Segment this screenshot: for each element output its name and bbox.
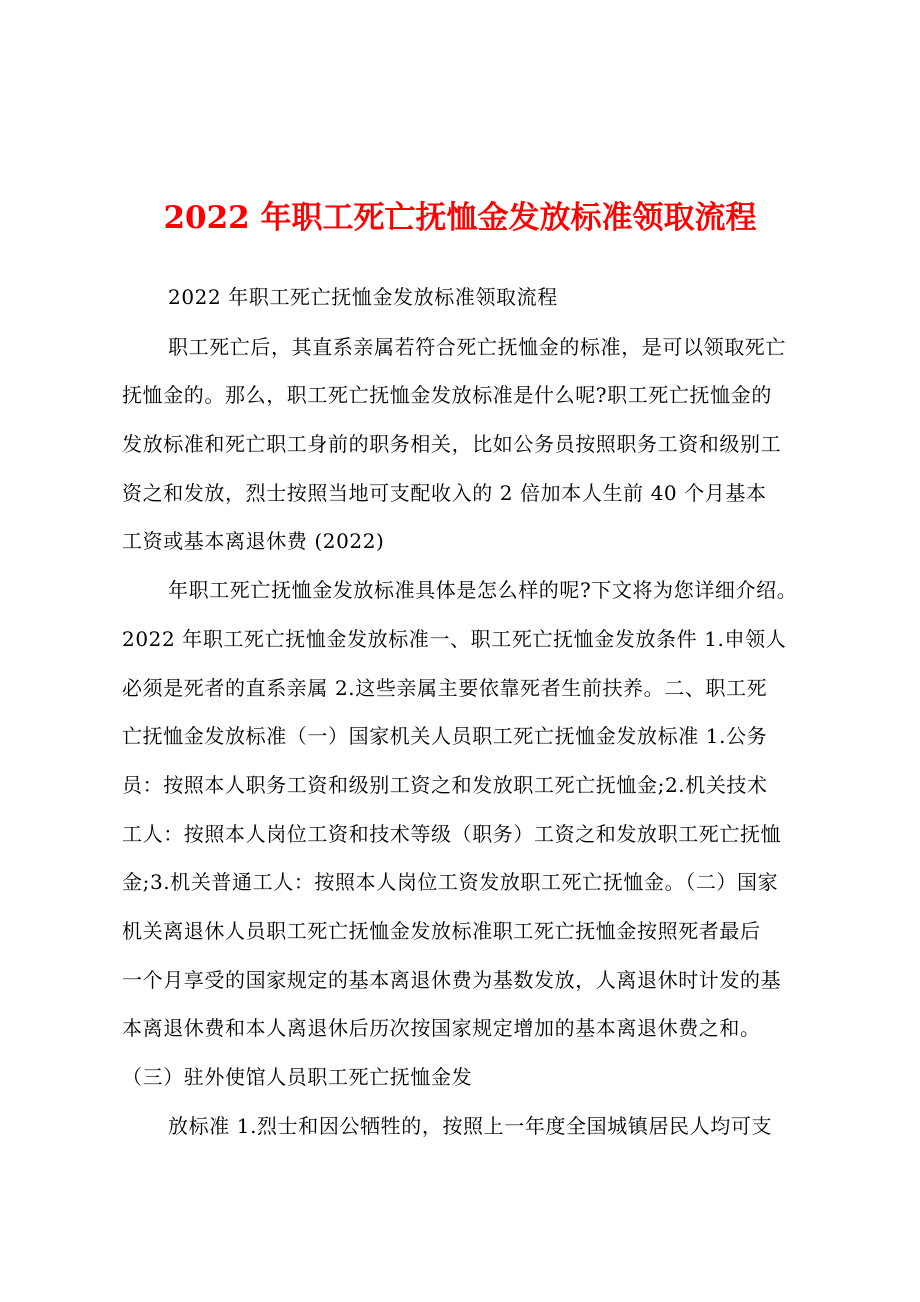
text-line-10: 亡抚恤金发放标准（一）国家机关人员职工死亡抚恤金发放标准 1.公务 [122,724,768,748]
text-line-3: 抚恤金的。那么，职工死亡抚恤金发放标准是什么呢?职工死亡抚恤金的 [122,383,772,407]
text-line-1: 2022 年职工死亡抚恤金发放标准领取流程 [168,285,558,309]
text-line-16: 本离退休费和本人离退休后历次按国家规定增加的基本离退休费之和。 [122,1016,761,1040]
text-line-17: （三）驻外使馆人员职工死亡抚恤金发 [122,1065,473,1089]
text-line-14: 机关离退休人员职工死亡抚恤金发放标准职工死亡抚恤金按照死者最后 [122,919,761,943]
text-line-2: 职工死亡后，其直系亲属若符合死亡抚恤金的标准，是可以领取死亡 [168,335,786,359]
text-line-15: 一个月享受的国家规定的基本离退休费为基数发放，人离退休时计发的基 [122,968,782,992]
text-line-11: 员：按照本人职务工资和级别工资之和发放职工死亡抚恤金;2.机关技术 [122,773,768,797]
text-line-8: 2022 年职工死亡抚恤金发放标准一、职工死亡抚恤金发放条件 1.申领人 [122,627,787,651]
text-line-7: 年职工死亡抚恤金发放标准具体是怎么样的呢?下文将为您详细介绍。 [168,578,798,602]
text-line-6: 工资或基本离退休费 (2022) [122,529,385,553]
document-title: 2022 年职工死亡抚恤金发放标准领取流程 [163,200,757,236]
text-line-5: 资之和发放，烈士按照当地可支配收入的 2 倍加本人生前 40 个月基本 [122,481,767,505]
text-line-4: 发放标准和死亡职工身前的职务相关，比如公务员按照职务工资和级别工 [122,432,782,456]
text-line-18: 放标准 1.烈士和因公牺牲的，按照上一年度全国城镇居民人均可支 [168,1114,773,1138]
text-line-9: 必须是死者的直系亲属 2.这些亲属主要依靠死者生前扶养。二、职工死 [122,676,768,700]
text-line-13: 金;3.机关普通工人：按照本人岗位工资发放职工死亡抚恤金。（二）国家 [122,870,779,894]
text-line-12: 工人：按照本人岗位工资和技术等级（职务）工资之和发放职工死亡抚恤 [122,822,782,846]
